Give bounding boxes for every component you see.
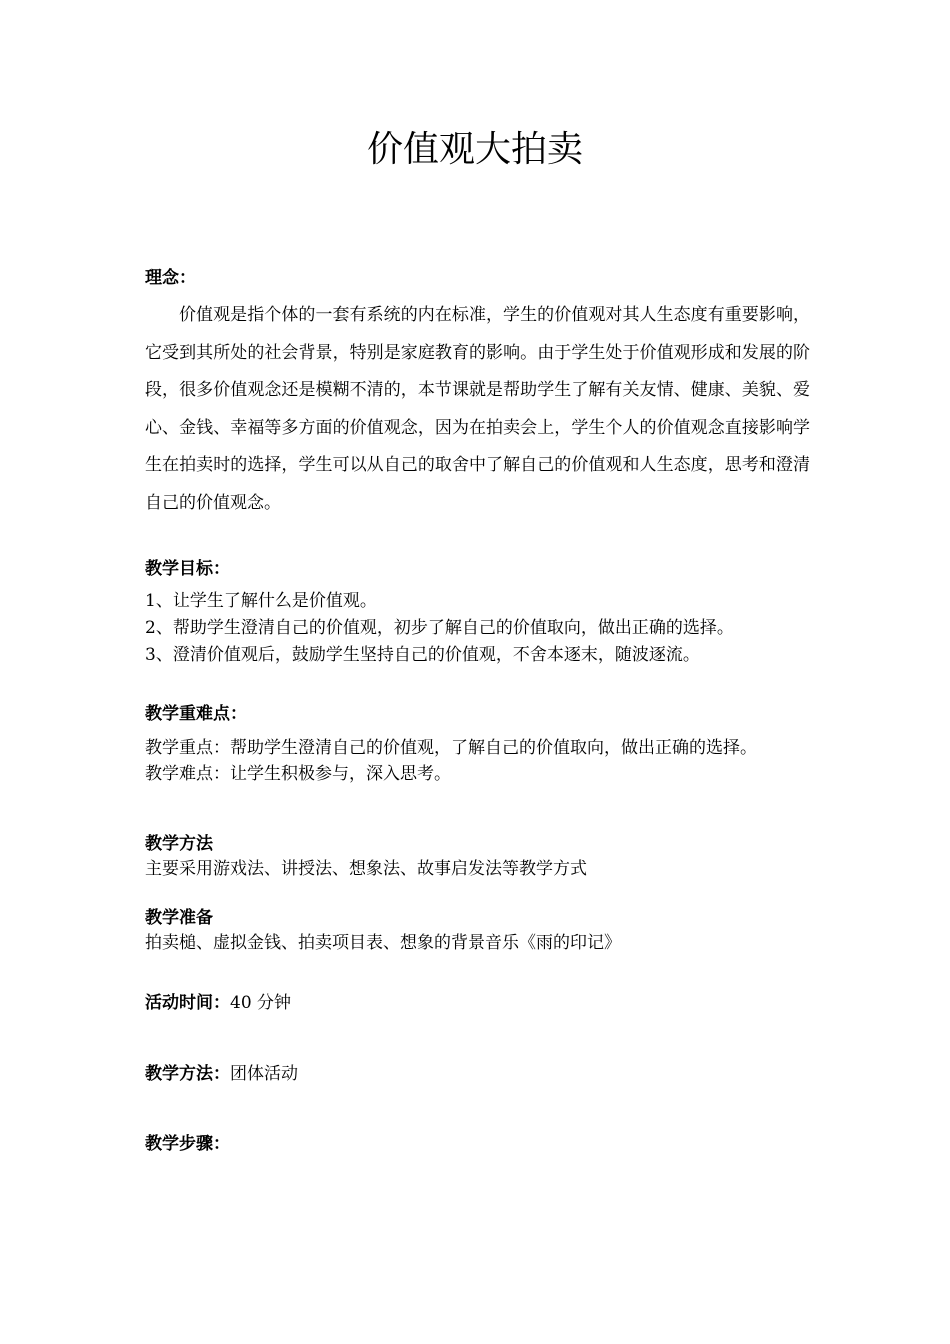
teaching-method-label: 教学方法： [145,1064,230,1084]
concept-paragraph: 价值观是指个体的一套有系统的内在标准，学生的价值观对其人生态度有重要影响，它受到其所处的社会背景，特别是家庭教育的影响。由于学生处于价值观形成和发展的阶段，很多价值观念还是模糊不清的，本节课就是帮助学生了解有关友情、健康、美貌、爱心、金钱、幸福等多方面的价值观念，因为在拍卖会上，学生个人的价值观念直接影响学生在拍卖时的选择，学生可以从自己的取舍中了解自己的价值观和人生态度，思考和澄清自己的价值观念。 [145,305,810,513]
steps-heading: 教学步骤： [145,1134,230,1154]
concept-section [145,266,810,522]
methods-text: 主要采用游戏法、讲授法、想象法、故事启发法等教学方式 [145,859,587,879]
document-title: 价值观大拍卖 [366,129,583,170]
methods-heading: 教学方法 [145,834,213,854]
duration-value: 40 分钟 [230,993,292,1013]
methods-section [145,832,810,882]
preparation-text: 拍卖槌、虚拟金钱、拍卖项目表、想象的背景音乐《雨的印记》 [145,933,621,953]
goal-item-2: 2、帮助学生澄清自己的价值观，初步了解自己的价值取向，做出正确的选择。 [145,618,734,638]
steps-section [145,1132,810,1156]
preparation-heading: 教学准备 [145,908,213,928]
duration-section [145,990,810,1016]
teaching-method-value: 团体活动 [230,1064,298,1084]
concept-heading: 理念： [145,268,196,288]
key-points-heading: 教学重难点： [145,704,247,724]
goal-item-3: 3、澄清价值观后，鼓励学生坚持自己的价值观，不舍本逐末，随波逐流。 [145,645,700,665]
duration-label: 活动时间： [145,993,230,1013]
preparation-section [145,906,810,956]
teaching-method-section [145,1061,810,1087]
key-point-line: 教学重点：帮助学生澄清自己的价值观，了解自己的价值取向，做出正确的选择。 [145,738,757,758]
key-points-section [145,702,810,787]
goals-section [145,557,810,669]
goals-heading: 教学目标： [145,559,230,579]
difficult-point-line: 教学难点：让学生积极参与，深入思考。 [145,764,451,784]
goal-item-1: 1、让学生了解什么是价值观。 [145,591,377,611]
goals-list [145,588,810,669]
